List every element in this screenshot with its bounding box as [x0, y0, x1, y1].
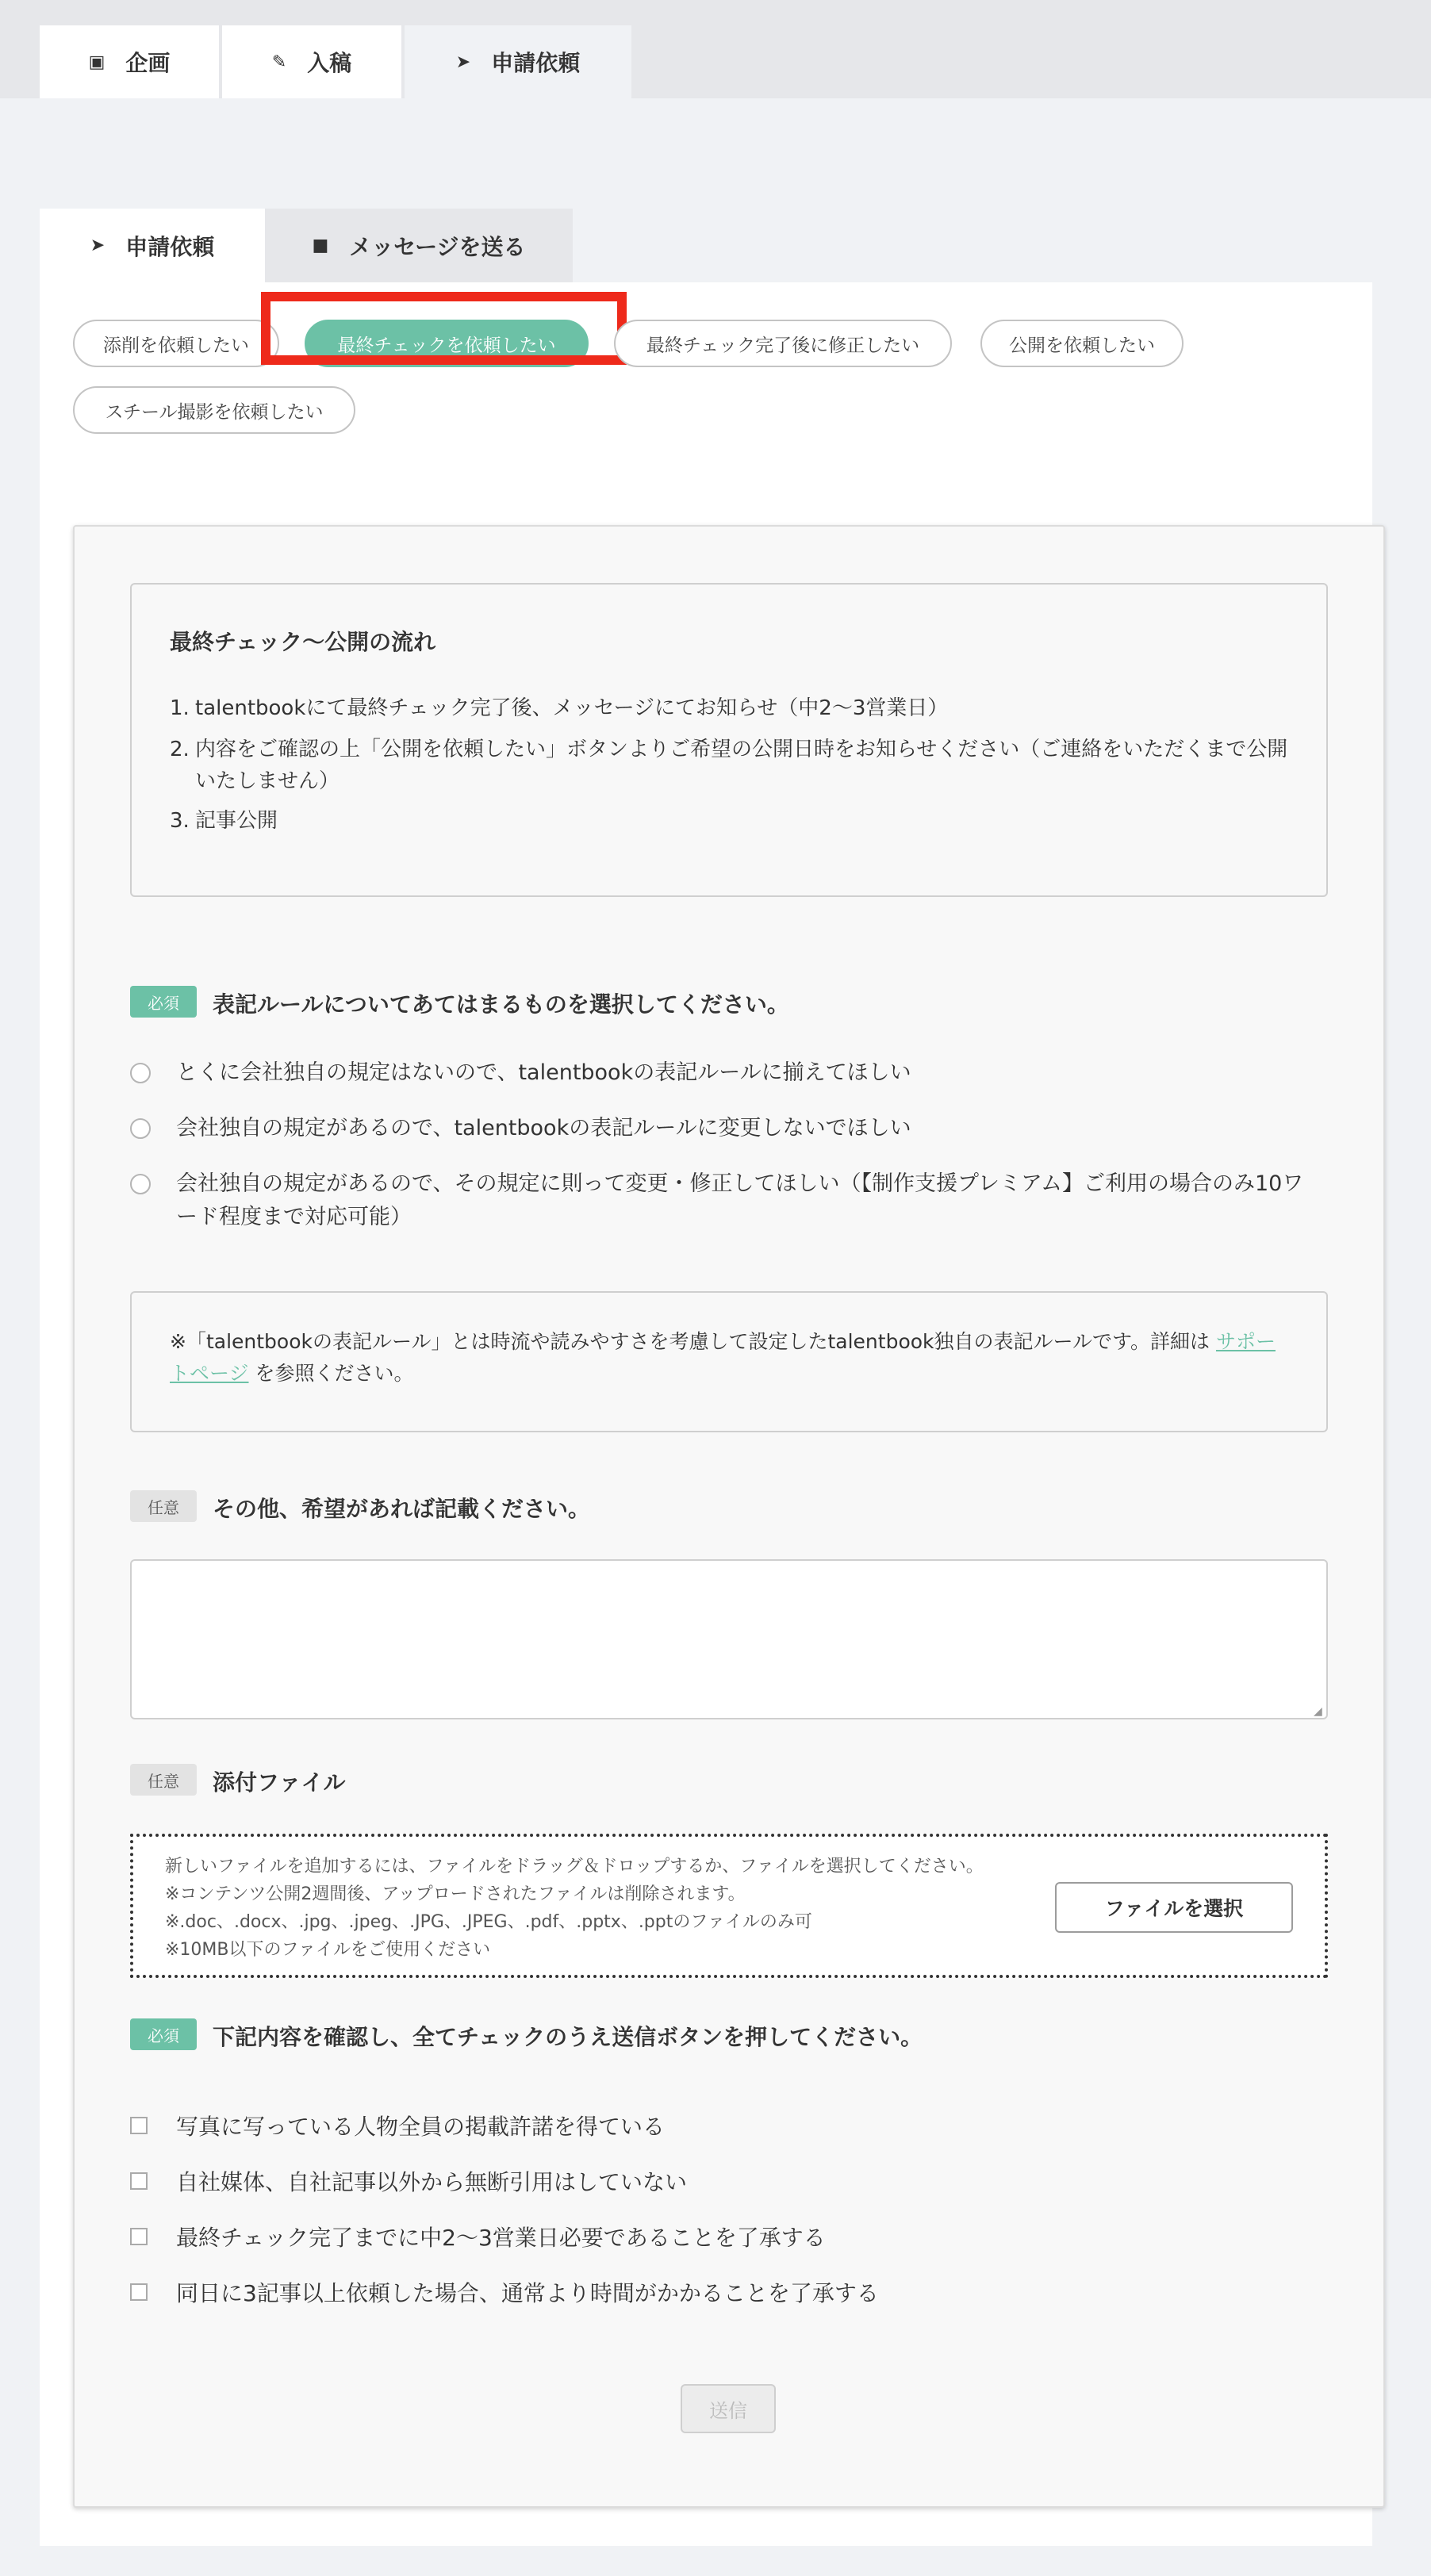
confirm-item[interactable] [130, 2221, 826, 2252]
required-badge: 必須 [130, 2018, 197, 2050]
tab-request-label: 申請依頼 [491, 50, 581, 76]
radio-button[interactable] [130, 1118, 151, 1139]
support-page-link[interactable]: サポートページ [170, 1330, 1276, 1385]
confirm-label: 下記内容を確認し、全てチェックのうえ送信ボタンを押してください。 [213, 2024, 923, 2050]
top-tabs [40, 25, 631, 98]
flow-step-number: 1. [170, 696, 190, 720]
radio-button[interactable] [130, 1174, 151, 1194]
flow-step-text: talentbookにて最終チェック完了後、メッセージにてお知らせ（中2〜3営業日） [195, 696, 949, 720]
confirm-item-label: 写真に写っている人物全員の掲載許諾を得ている [176, 2114, 666, 2140]
pencil-icon: ✎ [271, 52, 287, 72]
tab-submission-label: 入稿 [307, 50, 352, 76]
tab-request[interactable] [405, 25, 631, 98]
flow-title: 最終チェック〜公開の流れ [170, 629, 436, 655]
radio-button[interactable] [130, 1063, 151, 1083]
tab-plan-label: 企画 [125, 50, 171, 76]
confirm-item-label: 同日に3記事以上依頼した場合、通常より時間がかかることを了承する [176, 2280, 879, 2306]
flow-step [170, 692, 1304, 724]
confirm-item-label: 最終チェック完了までに中2〜3営業日必要であることを了承する [176, 2225, 826, 2251]
send-icon: ➤ [455, 52, 471, 72]
pill-editing-request[interactable]: 添削を依頼したい [73, 320, 279, 367]
flow-step-text: 内容をご確認の上「公開を依頼したい」ボタンよりご希望の公開日時をお知らせください（ご連絡をいただくまで公開いたしません） [195, 738, 1288, 793]
sub-tabs [40, 209, 573, 282]
notation-option-label: 会社独自の規定があるので、その規定に則って変更・修正してほしい（【制作支援プレミアム】ご利用の場合のみ10ワード程度まで対応可能） [176, 1171, 1304, 1229]
checkbox[interactable] [130, 2228, 148, 2245]
checkbox[interactable] [130, 2172, 148, 2190]
subtab-request[interactable] [40, 209, 265, 282]
notation-option-label: とくに会社独自の規定はないので、talentbookの表記ルールに揃えてほしい [176, 1060, 911, 1085]
notation-rule-label: 表記ルールについてあてはまるものを選択してください。 [213, 991, 789, 1018]
confirm-item[interactable] [130, 2110, 665, 2141]
note-text-after: を参照ください。 [248, 1362, 414, 1385]
notation-note [170, 1326, 1288, 1390]
send-icon: ➤ [90, 236, 106, 255]
other-requests-textarea[interactable] [130, 1559, 1328, 1719]
submit-button[interactable]: 送信 [681, 2384, 776, 2433]
notation-option[interactable] [130, 1112, 1320, 1145]
confirm-item[interactable] [130, 2165, 687, 2197]
pill-post-check-revision[interactable]: 最終チェック完了後に修正したい [614, 320, 952, 367]
pill-publish-request[interactable]: 公開を依頼したい [980, 320, 1184, 367]
flow-step-text: 記事公開 [195, 809, 278, 833]
confirm-item-label: 自社媒体、自社記事以外から無断引用はしていない [176, 2169, 688, 2195]
pill-still-photo-request[interactable]: スチール撮影を依頼したい [73, 386, 355, 434]
drop-instruction: ※10MB以下のファイルをご使用ください [165, 1940, 491, 1960]
note-text-before: ※「talentbookの表記ルール」とは時流や読みやすさを考慮して設定したtalentbook独自の表記ルールです。詳細は [170, 1330, 1216, 1353]
checkbox[interactable] [130, 2117, 148, 2134]
flow-step [170, 805, 1304, 837]
confirm-item[interactable] [130, 2276, 879, 2308]
subtab-request-label: 申請依頼 [125, 233, 215, 260]
flow-step [170, 734, 1304, 797]
tab-submission[interactable] [222, 25, 401, 98]
tab-plan[interactable] [40, 25, 219, 98]
message-icon: ■ [312, 236, 329, 255]
resize-grip-icon[interactable]: ◢ [1314, 1705, 1322, 1718]
attachment-label: 添付ファイル [213, 1769, 346, 1796]
subtab-message[interactable] [265, 209, 573, 282]
selection-highlight [261, 292, 627, 365]
pill-final-check-request[interactable]: 最終チェックを依頼したい [305, 320, 589, 367]
flow-step-number: 3. [170, 809, 190, 833]
subtab-message-label: メッセージを送る [349, 233, 526, 260]
notation-option-label: 会社独自の規定があるので、talentbookの表記ルールに変更しないでほしい [176, 1116, 911, 1140]
required-badge: 必須 [130, 986, 197, 1018]
flow-step-number: 2. [170, 738, 190, 761]
choose-file-button[interactable]: ファイルを選択 [1055, 1882, 1293, 1933]
notation-option[interactable] [130, 1167, 1320, 1234]
drop-instruction: ※コンテンツ公開2週間後、アップロードされたファイルは削除されます。 [165, 1884, 746, 1904]
other-requests-label: その他、希望があれば記載ください。 [213, 1496, 591, 1522]
notation-option[interactable] [130, 1056, 1320, 1090]
optional-badge: 任意 [130, 1490, 197, 1522]
drop-instruction: ※.doc、.docx、.jpg、.jpeg、.JPG、.JPEG、.pdf、.pptx、.pptのファイルのみ可 [165, 1912, 812, 1932]
drop-instruction: 新しいファイルを追加するには、ファイルをドラッグ＆ドロップするか、ファイルを選択してください。 [165, 1857, 984, 1876]
checkbox[interactable] [130, 2283, 148, 2301]
optional-badge: 任意 [130, 1764, 197, 1796]
calendar-icon: ▣ [88, 52, 106, 72]
